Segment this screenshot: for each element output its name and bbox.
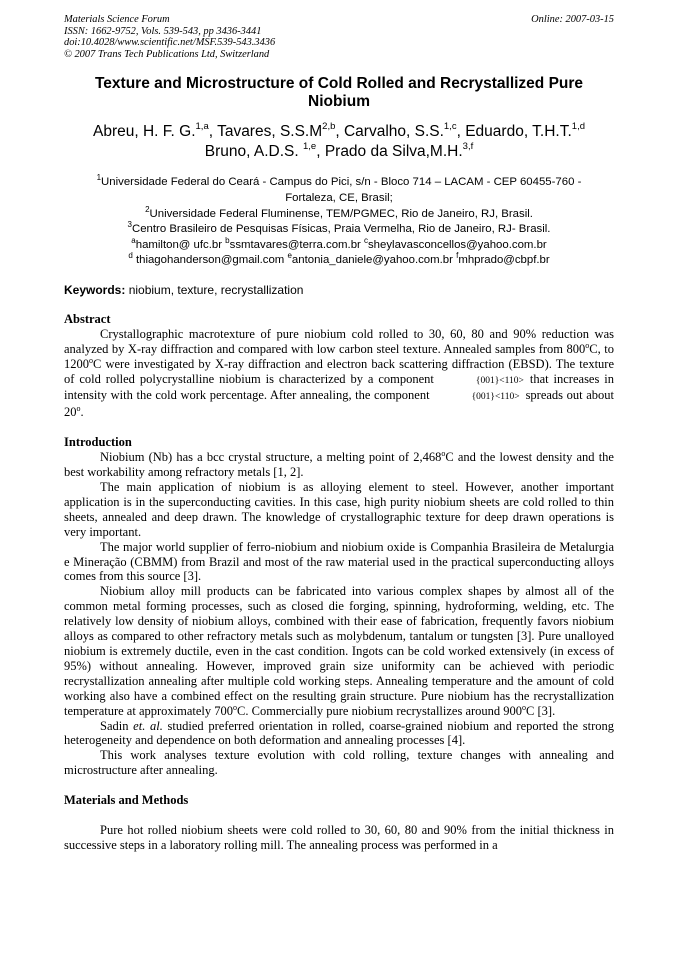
text-run: spreads out about 20 [64, 388, 614, 420]
affil-text: Universidade Federal do Ceará - Campus do Pici, s/n - Bloco 714 – LACAM - CEP 60455-760 - [101, 176, 582, 189]
author-name: , Prado da Silva,M.H. [316, 143, 463, 161]
author-name: , Tavares, S.S.M [208, 123, 323, 141]
methods-heading: Materials and Methods [64, 793, 189, 808]
author-list [64, 122, 614, 162]
text-run: Niobium alloy mill products can be fabricated into various complex shapes by almost all of the common metal forming processes, such as closed die forging, spinning, hydroforming, welding, etc. The relatively low density of niobium alloys, combined with their ease of fabrication, frequently favors niobium alloys as compared to other refractory metals such as molybdenum, tantalum or tungsten [3]. Pure unalloyed niobium is extremely ductile, even in the cast condition. Ingots can be cold worked extensively (in excess of 95%) without annealing. However, improved grain size uniformity can be achieved with periodic recrystallization annealing after multiple cold working steps. Annealing temperature and the amount of cold working also have a combined effect on the resulting grain structure. Pure niobium has the recrystallization temperature at approximately 700 [64, 584, 614, 718]
author-sup: 3,f [462, 141, 474, 153]
affiliation-1 [64, 175, 614, 191]
email-sup: b [225, 235, 230, 245]
miller-index: {001}<110> [475, 375, 524, 386]
keywords-text: niobium, texture, recrystallization [125, 282, 304, 297]
email-sup: c [363, 235, 368, 245]
text-run: Niobium (Nb) has a bcc crystal structure, a melting point of 2,468 [100, 450, 442, 465]
affiliation-3 [64, 222, 614, 238]
author-sup: 1,a [195, 121, 209, 133]
email: mhprado@cbpf.br [458, 254, 550, 267]
text-run: studied preferred orientation in rolled, coarse-grained niobium and reported the strong heterogeneity and dependence on both deformation and annealing processes [4]. [64, 718, 614, 748]
intro-paragraph-2: The main application of niobium is as alloying element to steel. However, another important application is in the superconducting cavities. In this case, high purity niobium sheets are cold rolled to thin sheets, annealed and deep drawn. The knowledge of crystallographic texture for deep drawn operations is very important. [64, 480, 614, 539]
affiliation-2 [64, 204, 614, 223]
paper-page [64, 14, 614, 853]
emails-line-1 [64, 235, 614, 254]
methods-section [64, 793, 614, 853]
keywords-label: Keywords: [64, 282, 126, 297]
abstract-section [64, 312, 614, 420]
intro-paragraph-3: The major world supplier of ferro-niobium and niobium oxide is Companhia Brasileira de Metalurgia e Mineração (CBMM) from Brazil and most of the raw material used in the practical superconducting alloys comes from this source [3]. [64, 539, 614, 584]
intro-paragraph-1 [64, 450, 614, 480]
text-run: Crystallographic macrotexture of pure niobium cold rolled to 30, 60, 80 and 90% reduction was analyzed by X-ray diffraction and compared with low carbon steel texture. Annealed samples from 800 [64, 326, 614, 356]
introduction-heading: Introduction [64, 435, 132, 450]
email-sup: d [128, 251, 133, 261]
text-run: C were investigated by X-ray diffraction and electron back scattering diffraction (EBSD). The texture of cold rolled polycrystalline niobium is characterized by a component [64, 356, 614, 386]
text-run: C [3]. [526, 703, 556, 718]
introduction-section [64, 435, 614, 778]
affil-text: Centro Brasileiro de Pesquisas Físicas, Praia Vermelha, Rio de Janeiro, RJ- Brasil. [131, 223, 551, 236]
email: thiagohanderson@gmail.com [132, 254, 288, 267]
affil-sup: 2 [145, 204, 150, 214]
intro-paragraph-4 [64, 584, 614, 718]
author-name: Abreu, H. F. G. [93, 123, 196, 141]
keywords [64, 283, 614, 297]
degree-sup: o [522, 702, 527, 712]
author-sup: 2,b [322, 121, 336, 133]
affil-sup: 1 [96, 173, 102, 183]
issn: ISSN: 1662-9752, Vols. 539-543, pp 3436-3441 [64, 25, 262, 37]
email: antonia_daniele@yahoo.com.br [291, 254, 457, 267]
journal-header [64, 14, 614, 60]
degree-sup: o [233, 702, 238, 712]
text-run: that increases in intensity with the cold work percentage. After annealing, the component [64, 371, 614, 403]
author-name: , Carvalho, S.S. [335, 123, 444, 141]
copyright: © 2007 Trans Tech Publications Ltd, Switzerland [64, 48, 270, 60]
affil-text: Universidade Federal Fluminense, TEM/PGMEC, Rio de Janeiro, RJ, Brasil. [149, 207, 533, 220]
online-date: Online: 2007-03-15 [531, 14, 614, 25]
author-name: Bruno, A.D.S. [204, 143, 303, 161]
text-run: C. Commercially pure niobium recrystallizes around 900 [237, 703, 523, 718]
email-sup: e [287, 251, 292, 261]
miller-index: {001}<110> [471, 392, 520, 403]
author-sup: 1,c [443, 121, 457, 133]
author-sup: 1,e [302, 141, 317, 153]
text-run: . [80, 405, 84, 420]
text-run: C, to 1200 [64, 341, 614, 371]
degree-sup: o [76, 404, 81, 414]
abstract-paragraph [64, 327, 614, 420]
text-run: C and the lowest density and the best workability among refractory metals [1, 2]. [64, 450, 614, 480]
email-sup: a [131, 235, 136, 245]
email: sheylavasconcellos@yahoo.com.br [367, 238, 547, 251]
affil-sup: 3 [127, 220, 132, 230]
author-name: , Eduardo, T.H.T. [456, 123, 572, 141]
email-sup: f [456, 251, 459, 261]
email: ssmtavares@terra.com.br [229, 238, 364, 251]
intro-paragraph-6: This work analyses texture evolution with cold rolling, texture changes with annealing and microstructure after annealing. [64, 748, 614, 778]
italic-run: et. al. [133, 718, 163, 733]
author-sup: 1,d [571, 121, 585, 133]
degree-sup: o [441, 449, 446, 459]
affiliation-1-cont: Fortaleza, CE, Brasil; [285, 191, 393, 204]
emails-line-2 [64, 253, 614, 269]
methods-paragraph-1: Pure hot rolled niobium sheets were cold rolled to 30, 60, 80 and 90% from the initial thickness in successive steps in a laboratory rolling mill. The annealing process was performed in a [64, 823, 614, 852]
intro-paragraph-5 [64, 719, 614, 749]
journal-name: Materials Science Forum [64, 14, 170, 25]
doi: doi:10.4028/www.scientific.net/MSF.539-543.3436 [64, 37, 276, 49]
degree-sup: o [89, 355, 93, 365]
paper-title: Texture and Microstructure of Cold Rolled and Recrystallized Pure Niobium [94, 75, 584, 111]
email: hamilton@ ufc.br [135, 238, 226, 251]
abstract-heading: Abstract [64, 311, 111, 326]
text-run: Sadin [100, 718, 134, 733]
degree-sup: o [585, 340, 590, 350]
affiliations [64, 175, 614, 269]
